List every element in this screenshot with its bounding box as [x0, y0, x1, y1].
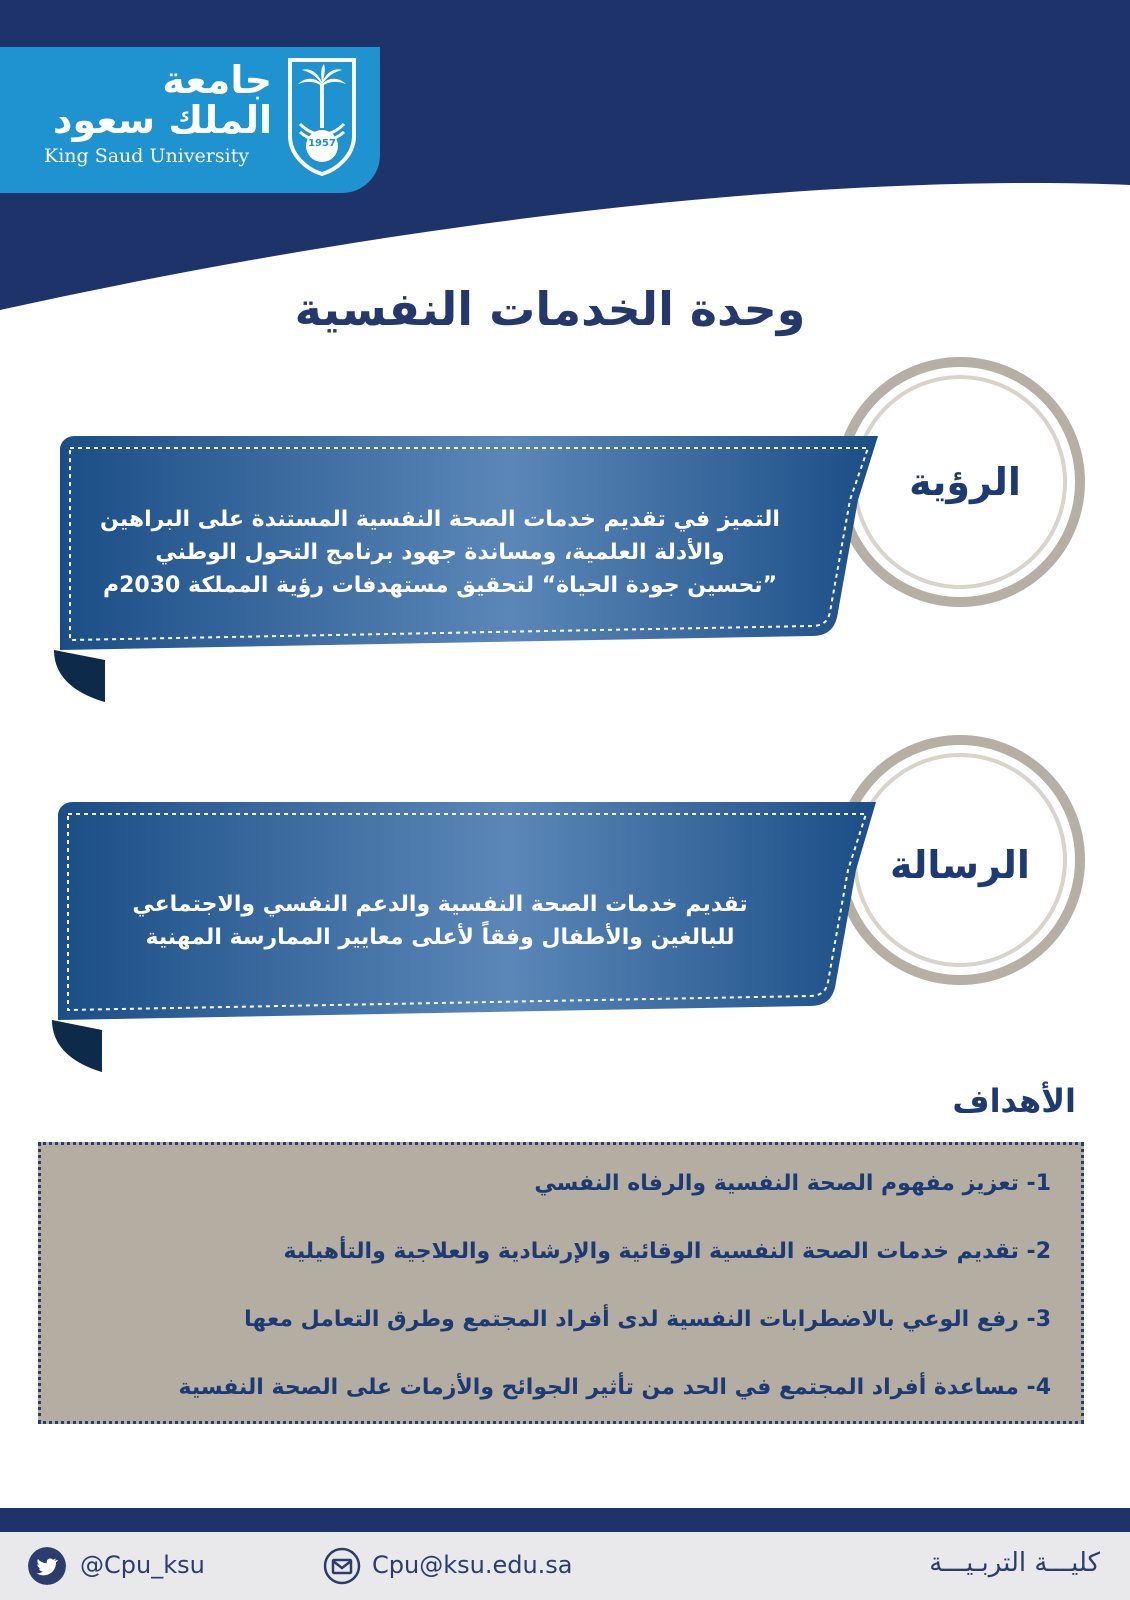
vision-line-2: والأدلة العلمية، ومساندة جهود برنامج التحول الوطني [155, 540, 725, 565]
logo-arabic-line2: الملك سعود [52, 98, 272, 142]
logo-year: 1957 [308, 138, 336, 149]
email-address[interactable]: Cpu@ksu.edu.sa [372, 1551, 573, 1579]
palm-swords-emblem-icon [286, 58, 358, 176]
goal-item-1: 1- تعزيز مفهوم الصحة النفسية والرفاه النفسي [534, 1171, 1051, 1196]
vision-line-3: ”تحسين جودة الحياة“ لتحقيق مستهدفات رؤية المملكة 2030م [102, 573, 778, 598]
mission-label: الرسالة [890, 843, 1030, 887]
goals-title: الأهداف [952, 1082, 1076, 1120]
mission-line-1: تقديم خدمات الصحة النفسية والدعم النفسي والاجتماعي [132, 892, 748, 917]
page-title: وحدة الخدمات النفسية [294, 282, 806, 336]
vision-label: الرؤية [909, 460, 1021, 504]
goals-list [38, 1142, 1084, 1424]
vision-line-1: التميز في تقديم خدمات الصحة النفسية المستندة على البراهين [100, 507, 780, 532]
email-icon[interactable] [323, 1547, 361, 1585]
goal-item-3: 3- رفع الوعي بالاضطرابات النفسية لدى أفراد المجتمع وطرق التعامل معها [244, 1307, 1051, 1332]
footer [0, 1532, 1130, 1600]
twitter-icon[interactable] [28, 1547, 66, 1585]
goal-item-4: 4- مساعدة أفراد المجتمع في الحد من تأثير الجوائح والأزمات على الصحة النفسية [178, 1375, 1051, 1400]
college-name: كليـــة التربـيـــة [929, 1548, 1100, 1578]
logo-arabic-line1: جامعة [162, 58, 272, 102]
mission-line-2: للبالغين والأطفال وفقاً لأعلى معايير الممارسة المهنية [145, 925, 735, 950]
footer-bar [0, 1508, 1130, 1532]
goal-item-2: 2- تقديم خدمات الصحة النفسية الوقائية والإرشادية والعلاجية والتأهيلية [283, 1239, 1051, 1264]
logo-english-name: King Saud University [44, 145, 250, 167]
twitter-handle[interactable]: @Cpu_ksu [80, 1551, 205, 1579]
